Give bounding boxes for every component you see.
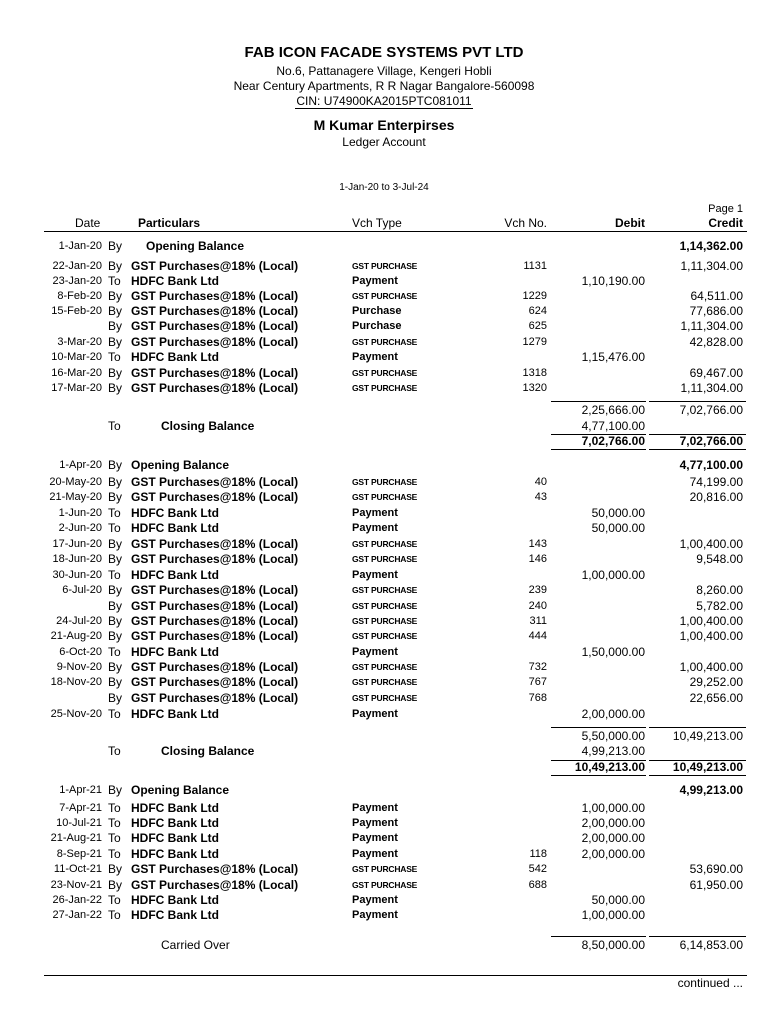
voucher-number: 1318: [522, 367, 547, 379]
voucher-number: 444: [528, 630, 547, 642]
voucher-number: 1229: [522, 290, 547, 302]
entry-particulars: HDFC Bank Ltd: [131, 847, 219, 861]
total-rule: [649, 401, 746, 402]
table-row: [0, 801, 768, 816]
entry-particulars: GST Purchases@18% (Local): [131, 629, 299, 643]
entry-particulars: HDFC Bank Ltd: [131, 521, 219, 535]
table-row: [0, 490, 768, 505]
debit-amount: 50,000.00: [591, 506, 645, 520]
entry-side: To: [108, 893, 121, 907]
table-row: [0, 760, 768, 775]
entry-date: 6-Oct-20: [59, 646, 102, 658]
table-row: [0, 506, 768, 521]
table-row: [0, 350, 768, 365]
table-row: [0, 675, 768, 690]
entry-particulars: GST Purchases@18% (Local): [131, 335, 299, 349]
credit-amount: 22,656.00: [689, 691, 743, 705]
total-rule: [551, 434, 646, 435]
entry-date: 25-Nov-20: [50, 708, 102, 720]
voucher-type: GST PURCHASE: [352, 880, 418, 890]
voucher-number: 542: [528, 863, 547, 875]
entry-date: 8-Feb-20: [57, 290, 102, 302]
total-rule: [551, 449, 646, 450]
entry-side: To: [108, 831, 121, 845]
voucher-number: 767: [528, 676, 547, 688]
entry-particulars: HDFC Bank Ltd: [131, 350, 219, 364]
voucher-number: 143: [528, 538, 547, 550]
cin-line: [0, 94, 768, 109]
table-row: [0, 304, 768, 319]
cin-number: CIN: U74900KA2015PTC081011: [296, 94, 472, 108]
entry-particulars: GST Purchases@18% (Local): [131, 475, 299, 489]
entry-date: 21-May-20: [49, 491, 102, 503]
credit-amount: 1,11,304.00: [680, 319, 743, 333]
entry-particulars: HDFC Bank Ltd: [131, 908, 219, 922]
table-row: [0, 908, 768, 923]
entry-date: 15-Feb-20: [51, 305, 102, 317]
entry-side: To: [108, 847, 121, 861]
debit-amount: 1,10,190.00: [581, 274, 645, 288]
debit-amount: 1,00,000.00: [581, 801, 645, 815]
credit-amount: 7,02,766.00: [679, 403, 743, 417]
entry-date: 7-Apr-21: [59, 802, 102, 814]
voucher-type: GST PURCHASE: [352, 539, 418, 549]
entry-particulars: Closing Balance: [161, 419, 255, 433]
credit-amount: 53,690.00: [689, 862, 743, 876]
table-row: [0, 458, 768, 473]
voucher-number: 768: [528, 692, 547, 704]
voucher-type: Payment: [352, 522, 398, 534]
entry-date: 21-Aug-21: [50, 832, 102, 844]
table-row: [0, 599, 768, 614]
voucher-type: GST PURCHASE: [352, 601, 418, 611]
col-particulars: Particulars: [138, 216, 201, 230]
total-rule: [551, 727, 646, 728]
table-row: [0, 862, 768, 877]
entry-date: 30-Jun-20: [52, 569, 102, 581]
voucher-type: GST PURCHASE: [352, 492, 418, 502]
total-rule: [551, 760, 646, 761]
table-row: [0, 289, 768, 304]
entry-side: By: [108, 691, 123, 705]
entry-particulars: GST Purchases@18% (Local): [131, 319, 299, 333]
entry-date: 1-Jan-20: [58, 240, 102, 252]
voucher-number: 732: [528, 661, 547, 673]
table-row: [0, 583, 768, 598]
debit-amount: 50,000.00: [591, 521, 645, 535]
table-row: [0, 434, 768, 449]
table-row: [0, 893, 768, 908]
debit-amount: 4,99,213.00: [581, 744, 645, 758]
entry-date: 23-Nov-21: [50, 879, 102, 891]
table-row: [0, 816, 768, 831]
debit-amount: 2,25,666.00: [581, 403, 645, 417]
table-row: [0, 831, 768, 846]
credit-amount: 5,782.00: [696, 599, 743, 613]
entry-side: By: [108, 878, 123, 892]
voucher-type: GST PURCHASE: [352, 662, 418, 672]
voucher-number: 688: [528, 879, 547, 891]
entry-particulars: Closing Balance: [161, 744, 255, 758]
entry-date: 10-Jul-21: [56, 817, 102, 829]
table-row: [0, 403, 768, 418]
table-row: [0, 645, 768, 660]
debit-amount: 8,50,000.00: [581, 938, 645, 952]
entry-side: By: [108, 458, 123, 472]
voucher-number: 43: [534, 491, 547, 503]
entry-side: By: [108, 537, 123, 551]
entry-side: To: [108, 568, 121, 582]
credit-amount: 1,00,400.00: [679, 629, 743, 643]
entry-date: 1-Apr-21: [59, 784, 102, 796]
entry-particulars: Opening Balance: [131, 783, 230, 797]
entry-date: 2-Jun-20: [58, 522, 102, 534]
entry-particulars: GST Purchases@18% (Local): [131, 552, 299, 566]
voucher-type: GST PURCHASE: [352, 677, 418, 687]
voucher-number: 240: [528, 600, 547, 612]
voucher-type: GST PURCHASE: [352, 554, 418, 564]
credit-amount: 1,14,362.00: [679, 239, 743, 253]
voucher-type: Payment: [352, 275, 398, 287]
voucher-number: 146: [528, 553, 547, 565]
table-row: [0, 878, 768, 893]
entry-particulars: GST Purchases@18% (Local): [131, 614, 299, 628]
entry-particulars: Carried Over: [161, 938, 230, 952]
credit-amount: 74,199.00: [689, 475, 743, 489]
entry-date: 1-Apr-20: [59, 459, 102, 471]
total-rule: [649, 936, 746, 937]
entry-side: To: [108, 816, 121, 830]
credit-amount: 1,00,400.00: [679, 537, 743, 551]
entry-side: By: [108, 304, 123, 318]
table-row: [0, 552, 768, 567]
entry-particulars: HDFC Bank Ltd: [131, 506, 219, 520]
entry-date: 21-Aug-20: [50, 630, 102, 642]
total-rule: [649, 727, 746, 728]
entry-side: To: [108, 744, 121, 758]
table-row: [0, 475, 768, 490]
entry-particulars: GST Purchases@18% (Local): [131, 537, 299, 551]
entry-particulars: HDFC Bank Ltd: [131, 568, 219, 582]
entry-side: By: [108, 259, 123, 273]
voucher-type: GST PURCHASE: [352, 693, 418, 703]
credit-amount: 9,548.00: [696, 552, 743, 566]
entry-particulars: GST Purchases@18% (Local): [131, 366, 299, 380]
table-row: [0, 744, 768, 759]
entry-particulars: GST Purchases@18% (Local): [131, 259, 299, 273]
voucher-type: Purchase: [352, 305, 402, 317]
voucher-type: Payment: [352, 351, 398, 363]
voucher-type: Purchase: [352, 320, 402, 332]
credit-amount: 1,00,400.00: [679, 660, 743, 674]
entry-particulars: HDFC Bank Ltd: [131, 801, 219, 815]
entry-particulars: GST Purchases@18% (Local): [131, 675, 299, 689]
entry-side: By: [108, 319, 123, 333]
entry-side: By: [108, 862, 123, 876]
entry-particulars: HDFC Bank Ltd: [131, 274, 219, 288]
debit-amount: 50,000.00: [591, 893, 645, 907]
voucher-type: Payment: [352, 507, 398, 519]
entry-particulars: HDFC Bank Ltd: [131, 831, 219, 845]
credit-amount: 10,49,213.00: [672, 760, 743, 774]
entry-date: 18-Jun-20: [52, 553, 102, 565]
entry-side: By: [108, 614, 123, 628]
entry-particulars: GST Purchases@18% (Local): [131, 490, 299, 504]
debit-amount: 1,50,000.00: [581, 645, 645, 659]
voucher-number: 625: [528, 320, 547, 332]
table-row: [0, 660, 768, 675]
entry-date: 9-Nov-20: [56, 661, 102, 673]
voucher-type: Payment: [352, 569, 398, 581]
total-rule: [551, 401, 646, 402]
voucher-number: 311: [529, 615, 547, 627]
voucher-number: 239: [528, 584, 547, 596]
voucher-number: 1279: [522, 336, 547, 348]
report-period: 1-Jan-20 to 3-Jul-24: [339, 182, 429, 193]
entry-side: By: [108, 366, 123, 380]
total-rule: [649, 775, 746, 776]
voucher-type: Payment: [352, 894, 398, 906]
table-row: [0, 419, 768, 434]
table-row: [0, 629, 768, 644]
entry-date: 17-Jun-20: [52, 538, 102, 550]
credit-amount: 4,99,213.00: [679, 783, 743, 797]
party-name: M Kumar Enterpirses: [313, 117, 455, 133]
entry-date: 16-Mar-20: [51, 367, 102, 379]
table-row: [0, 847, 768, 862]
entry-side: By: [108, 783, 123, 797]
credit-amount: 77,686.00: [689, 304, 743, 318]
table-row: [0, 691, 768, 706]
entry-side: By: [108, 552, 123, 566]
entry-side: By: [108, 675, 123, 689]
table-row: [0, 319, 768, 334]
entry-side: To: [108, 350, 121, 364]
table-row: [0, 783, 768, 798]
voucher-type: Payment: [352, 708, 398, 720]
entry-side: To: [108, 801, 121, 815]
table-row: [0, 366, 768, 381]
voucher-type: Payment: [352, 802, 398, 814]
entry-side: To: [108, 521, 121, 535]
voucher-number: 1320: [522, 382, 547, 394]
debit-amount: 1,15,476.00: [581, 350, 645, 364]
credit-amount: 1,11,304.00: [680, 259, 743, 273]
col-vch-no: Vch No.: [504, 216, 547, 230]
report-subtitle: Ledger Account: [342, 135, 426, 149]
entry-date: 8-Sep-21: [56, 848, 102, 860]
table-row: [0, 521, 768, 536]
voucher-type: Payment: [352, 832, 398, 844]
page-number: Page 1: [708, 203, 743, 215]
voucher-type: Payment: [352, 817, 398, 829]
entry-side: To: [108, 707, 121, 721]
voucher-type: GST PURCHASE: [352, 616, 418, 626]
entry-date: 6-Jul-20: [62, 584, 102, 596]
voucher-type: GST PURCHASE: [352, 368, 418, 378]
voucher-type: GST PURCHASE: [352, 261, 418, 271]
voucher-type: GST PURCHASE: [352, 291, 418, 301]
credit-amount: 42,828.00: [689, 335, 743, 349]
debit-amount: 2,00,000.00: [581, 847, 645, 861]
voucher-type: GST PURCHASE: [352, 477, 418, 487]
address-line-1: No.6, Pattanagere Village, Kengeri Hobli: [276, 64, 492, 78]
credit-amount: 29,252.00: [689, 675, 743, 689]
entry-side: To: [108, 908, 121, 922]
entry-particulars: GST Purchases@18% (Local): [131, 289, 299, 303]
table-row: [0, 938, 768, 953]
entry-side: By: [108, 583, 123, 597]
debit-amount: 2,00,000.00: [581, 831, 645, 845]
voucher-number: 624: [528, 305, 547, 317]
entry-side: By: [108, 381, 123, 395]
entry-particulars: HDFC Bank Ltd: [131, 893, 219, 907]
entry-side: To: [108, 274, 121, 288]
entry-particulars: GST Purchases@18% (Local): [131, 304, 299, 318]
entry-side: By: [108, 289, 123, 303]
voucher-number: 1131: [523, 260, 547, 272]
table-row: [0, 707, 768, 722]
voucher-number: 40: [534, 476, 547, 488]
table-row: [0, 335, 768, 350]
entry-date: 27-Jan-22: [52, 909, 102, 921]
voucher-type: GST PURCHASE: [352, 864, 418, 874]
entry-side: By: [108, 335, 123, 349]
entry-side: By: [108, 599, 123, 613]
entry-side: To: [108, 419, 121, 433]
entry-particulars: GST Purchases@18% (Local): [131, 862, 299, 876]
entry-date: 10-Mar-20: [51, 351, 102, 363]
table-row: [0, 568, 768, 583]
continued-note: continued ...: [677, 976, 743, 990]
total-rule: [649, 434, 746, 435]
credit-amount: 10,49,213.00: [672, 729, 743, 743]
entry-date: 17-Mar-20: [51, 382, 102, 394]
credit-amount: 4,77,100.00: [679, 458, 743, 472]
voucher-type: GST PURCHASE: [352, 383, 418, 393]
table-row: [0, 537, 768, 552]
entry-side: To: [108, 506, 121, 520]
total-rule: [649, 760, 746, 761]
credit-amount: 8,260.00: [696, 583, 743, 597]
entry-date: 1-Jun-20: [58, 507, 102, 519]
debit-amount: 2,00,000.00: [581, 816, 645, 830]
credit-amount: 20,816.00: [689, 490, 743, 504]
entry-particulars: HDFC Bank Ltd: [131, 707, 219, 721]
entry-side: By: [108, 490, 123, 504]
entry-date: 23-Jan-20: [52, 275, 102, 287]
voucher-type: GST PURCHASE: [352, 631, 418, 641]
debit-amount: 1,00,000.00: [581, 908, 645, 922]
entry-date: 26-Jan-22: [52, 894, 102, 906]
credit-amount: 69,467.00: [689, 366, 743, 380]
company-name: FAB ICON FACADE SYSTEMS PVT LTD: [244, 44, 524, 61]
voucher-type: Payment: [352, 848, 398, 860]
voucher-type: GST PURCHASE: [352, 337, 418, 347]
debit-amount: 4,77,100.00: [581, 419, 645, 433]
voucher-type: Payment: [352, 646, 398, 658]
entry-particulars: GST Purchases@18% (Local): [131, 599, 299, 613]
table-row: [0, 239, 768, 254]
debit-amount: 10,49,213.00: [574, 760, 645, 774]
credit-amount: 1,00,400.00: [679, 614, 743, 628]
total-rule: [649, 449, 746, 450]
footer-rule: [44, 975, 747, 976]
debit-amount: 7,02,766.00: [581, 434, 645, 448]
debit-amount: 1,00,000.00: [581, 568, 645, 582]
entry-date: 20-May-20: [49, 476, 102, 488]
entry-date: 3-Mar-20: [57, 336, 102, 348]
entry-date: 11-Oct-21: [53, 863, 102, 875]
table-row: [0, 729, 768, 744]
total-rule: [551, 936, 646, 937]
entry-side: By: [108, 475, 123, 489]
voucher-number: 118: [529, 848, 547, 860]
entry-particulars: HDFC Bank Ltd: [131, 645, 219, 659]
entry-side: By: [108, 629, 123, 643]
entry-particulars: GST Purchases@18% (Local): [131, 878, 299, 892]
col-vch-type: Vch Type: [352, 216, 402, 230]
entry-date: 18-Nov-20: [50, 676, 102, 688]
table-row: [0, 381, 768, 396]
col-debit: Debit: [615, 216, 645, 230]
header-rule: [44, 231, 747, 232]
table-row: [0, 274, 768, 289]
credit-amount: 61,950.00: [689, 878, 743, 892]
debit-amount: 5,50,000.00: [581, 729, 645, 743]
entry-date: 24-Jul-20: [56, 615, 102, 627]
entry-particulars: HDFC Bank Ltd: [131, 816, 219, 830]
entry-particulars: GST Purchases@18% (Local): [131, 691, 299, 705]
total-rule: [551, 775, 646, 776]
voucher-type: GST PURCHASE: [352, 585, 418, 595]
table-row: [0, 259, 768, 274]
credit-amount: 7,02,766.00: [679, 434, 743, 448]
debit-amount: 2,00,000.00: [581, 707, 645, 721]
entry-side: To: [108, 645, 121, 659]
col-credit: Credit: [708, 216, 743, 230]
entry-date: 22-Jan-20: [52, 260, 102, 272]
entry-particulars: GST Purchases@18% (Local): [131, 583, 299, 597]
entry-particulars: Opening Balance: [146, 239, 245, 253]
credit-amount: 64,511.00: [690, 289, 743, 303]
credit-amount: 1,11,304.00: [680, 381, 743, 395]
credit-amount: 6,14,853.00: [679, 938, 743, 952]
col-date: Date: [75, 216, 101, 230]
entry-particulars: GST Purchases@18% (Local): [131, 660, 299, 674]
entry-particulars: GST Purchases@18% (Local): [131, 381, 299, 395]
address-line-2: Near Century Apartments, R R Nagar Bangalore-560098: [233, 79, 535, 93]
voucher-type: Payment: [352, 909, 398, 921]
entry-side: By: [108, 239, 123, 253]
entry-particulars: Opening Balance: [131, 458, 230, 472]
entry-side: By: [108, 660, 123, 674]
table-row: [0, 614, 768, 629]
